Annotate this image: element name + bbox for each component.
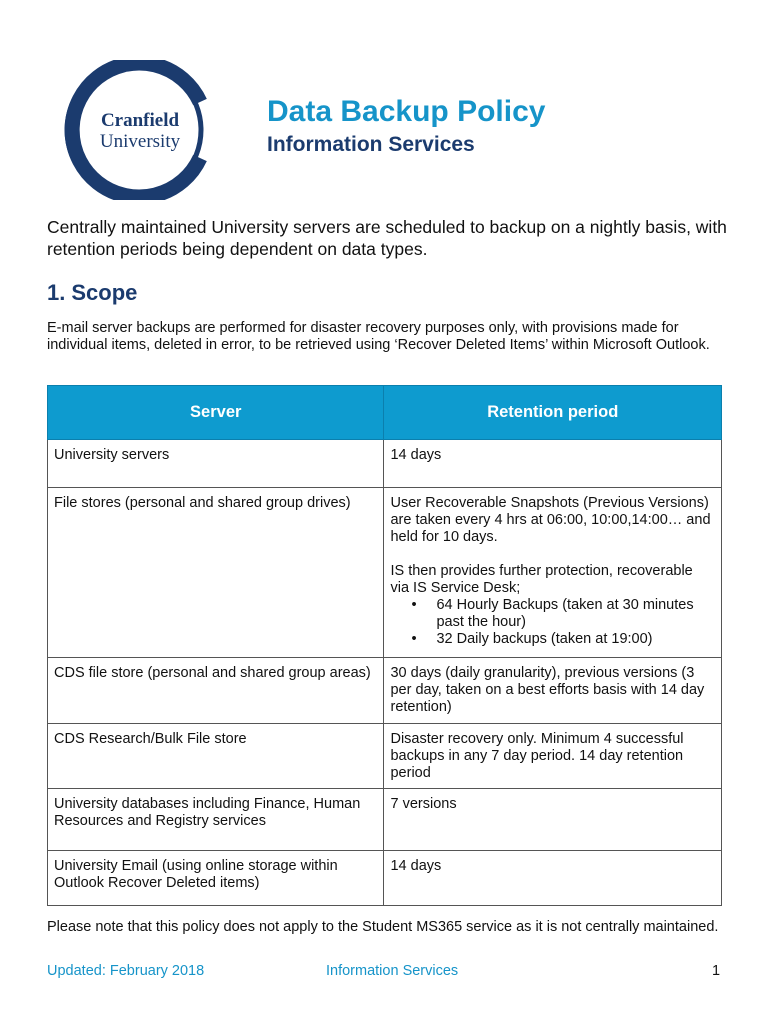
server-cell: CDS file store (personal and shared group areas) bbox=[48, 658, 384, 724]
retention-table bbox=[47, 385, 722, 906]
list-item: • 32 Daily backups (taken at 19:00) bbox=[390, 631, 715, 648]
server-cell: File stores (personal and shared group drives) bbox=[48, 488, 384, 658]
section-title: Scope bbox=[71, 280, 138, 305]
table-row bbox=[48, 724, 722, 789]
footer-department: Information Services bbox=[326, 963, 459, 979]
retention-cell: 7 versions bbox=[384, 789, 722, 851]
server-cell: University databases including Finance, Human Resources and Registry services bbox=[48, 789, 384, 851]
retention-cell: Disaster recovery only. Minimum 4 successful backups in any 7 day period. 14 day retention period bbox=[384, 724, 722, 789]
scope-paragraph: E-mail server backups are performed for disaster recovery purposes only, with provisions made for individual items, deleted in error, to be retrieved using ‘Recover Deleted Items’ within Microsoft Outlook. bbox=[47, 320, 710, 353]
page-number: 1 bbox=[712, 963, 721, 979]
section-heading bbox=[47, 280, 137, 306]
table-row bbox=[48, 851, 722, 906]
server-cell: CDS Research/Bulk File store bbox=[48, 724, 384, 789]
section-number: 1. bbox=[47, 280, 66, 305]
logo-line1: Cranfield bbox=[100, 110, 180, 131]
retention-cell: 14 days bbox=[384, 440, 722, 488]
header-retention: Retention period bbox=[384, 386, 722, 440]
logo-line2: University bbox=[99, 131, 181, 152]
retention-text: User Recoverable Snapshots (Previous Versions) are taken every 4 hrs at 06:00, 10:00,14:00… and held for 10 days. bbox=[390, 495, 711, 545]
table-header-row bbox=[48, 386, 722, 440]
page-subtitle: Information Services bbox=[267, 133, 475, 156]
table-row bbox=[48, 488, 722, 658]
server-cell: University servers bbox=[48, 440, 384, 488]
retention-cell: 30 days (daily granularity), previous versions (3 per day, taken on a best efforts basis with 14 day retention) bbox=[384, 658, 722, 724]
table-row bbox=[48, 440, 722, 488]
cranfield-logo bbox=[52, 60, 216, 200]
retention-bullet-list bbox=[390, 597, 715, 648]
page-title: Data Backup Policy bbox=[267, 95, 546, 128]
table-row bbox=[48, 658, 722, 724]
retention-cell bbox=[384, 488, 722, 658]
footer-updated: Updated: February 2018 bbox=[47, 963, 205, 979]
retention-cell: 14 days bbox=[384, 851, 722, 906]
table-row bbox=[48, 789, 722, 851]
intro-paragraph: Centrally maintained University servers are scheduled to backup on a nightly basis, with retention periods being dependent on data types. bbox=[47, 217, 727, 259]
policy-note: Please note that this policy does not apply to the Student MS365 service as it is not centrally maintained. bbox=[47, 919, 719, 935]
retention-text-more: IS then provides further protection, recoverable via IS Service Desk; bbox=[390, 563, 693, 596]
header-server: Server bbox=[48, 386, 384, 440]
list-item: • 64 Hourly Backups (taken at 30 minutes past the hour) bbox=[390, 597, 715, 631]
server-cell: University Email (using online storage within Outlook Recover Deleted items) bbox=[48, 851, 384, 906]
